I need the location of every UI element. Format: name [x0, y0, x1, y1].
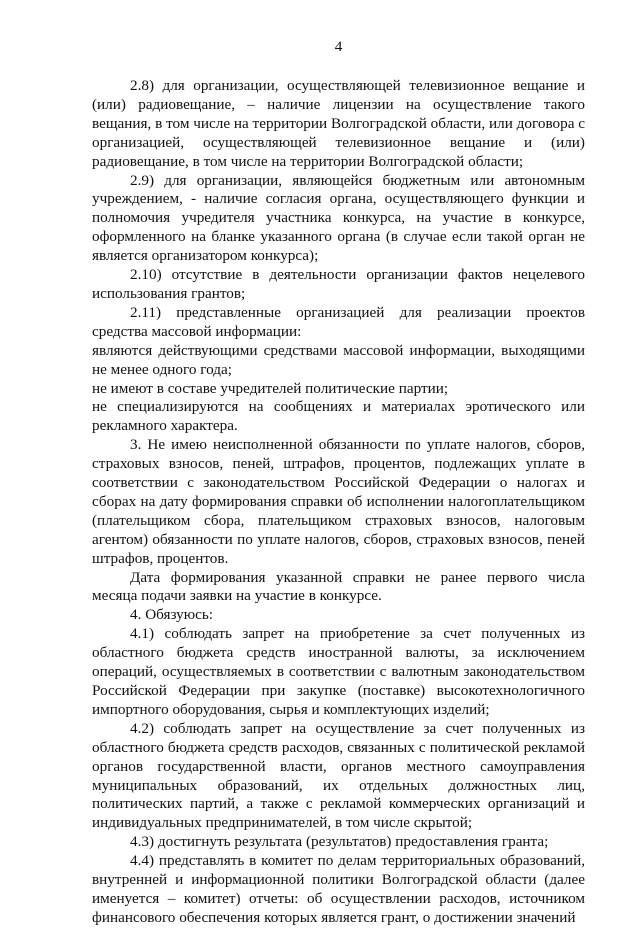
- paragraph: 4. Обязуюсь:: [130, 606, 213, 624]
- paragraph: 2.9) для организации, являющейся бюджетным или автономным учреждением, - наличие согласия органа, осуществляющего функции и полномочия учредителя участника конкурса, на участие в конкурсе, оформленного на бланке указанного органа (в случае если такой орган не является организатором конкурса);: [92, 171, 585, 265]
- paragraph: Дата формирования указанной справки не ранее первого числа месяца подачи заявки на участие в конкурсе.: [92, 568, 585, 605]
- paragraph: 2.11) представленные организацией для реализации проектов средства массовой информации:: [92, 303, 585, 340]
- paragraph: 4.2) соблюдать запрет на осуществление за счет полученных из областного бюджета средств расходов, связанных с политической рекламой органов государственной власти, органов местного самоуправления муниципальных образований, их отдельных должностных лиц, политических партий, а также с рекламой коммерческих организаций и индивидуальных предпринимателей, в том числе скрытой;: [92, 719, 585, 832]
- paragraph: являются действующими средствами массовой информации, выходящими не менее одного года;: [92, 341, 585, 378]
- paragraph: не специализируются на сообщениях и материалах эротического или рекламного характера.: [92, 398, 585, 435]
- paragraph: не имеют в составе учредителей политические партии;: [92, 379, 449, 397]
- paragraph: 4.3) достигнуть результата (результатов) предоставления гранта;: [130, 833, 549, 851]
- paragraph: 2.10) отсутствие в деятельности организации фактов нецелевого использования грантов;: [92, 266, 585, 302]
- document-body: [92, 77, 585, 928]
- paragraph: 3. Не имею неисполненной обязанности по уплате налогов, сборов, страховых взносов, пеней, штрафов, процентов, подлежащих уплате в соответствии с законодательством Российской Федерации о налогах и сборах на дату формирования справки об исполнении налогоплательщиком (плательщиком сбора, плательщиком страховых взносов, налоговым агентом) обязанности по уплате налогов, сборов, страховых взносов, пеней штрафов, процентов.: [92, 436, 585, 567]
- page-number: 4: [334, 38, 343, 55]
- paragraph: 4.4) представлять в комитет по делам территориальных образований, внутренней и информационной политики Волгоградской области (далее именуется – комитет) отчеты: об осуществлении расходов, источником финансового обеспечения которых является грант, о достижении значений: [92, 852, 585, 926]
- paragraph: 2.8) для организации, осуществляющей телевизионное вещание и (или) радиовещание, – наличие лицензии на осуществление такого вещания, в том числе на территории Волгоградской области, или договора с организацией, осуществляющей телевизионное вещание и (или) радиовещание, в том числе на территории Волгоградской области;: [92, 77, 585, 170]
- paragraph: 4.1) соблюдать запрет на приобретение за счет полученных из областного бюджета средств иностранной валюты, за исключением операций, осуществляемых в соответствии с валютным законодательством Российской Федерации при закупке (поставке) высокотехнологичного импортного оборудования, сырья и комплектующих изделий;: [92, 625, 585, 718]
